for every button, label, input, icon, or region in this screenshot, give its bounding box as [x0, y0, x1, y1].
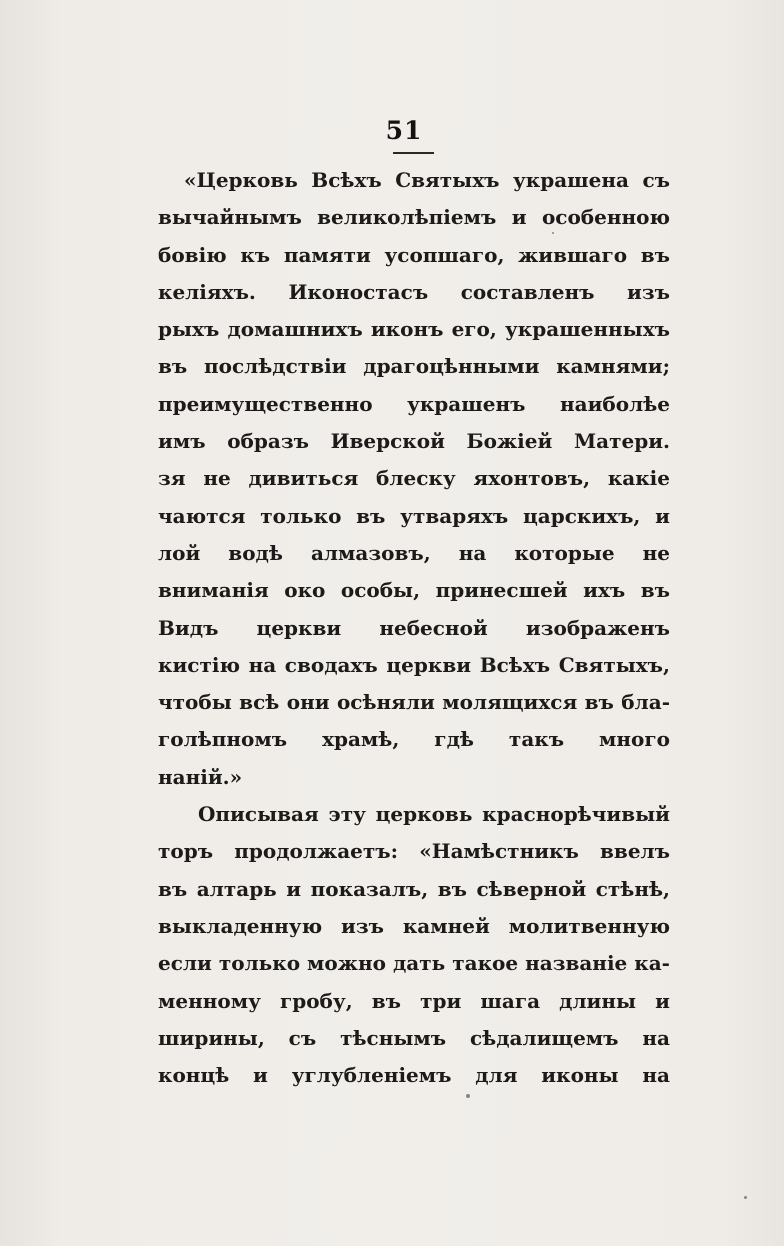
text-line: рыхъ домашнихъ иконъ его, украшенныхъ	[158, 317, 670, 342]
page-number-underline	[393, 152, 434, 154]
text-line: преимущественно украшенъ наиболѣе	[158, 391, 670, 416]
text-line: лой водѣ алмазовъ, на которые не	[158, 540, 670, 565]
paper-speck	[552, 232, 554, 234]
text-line: имъ образъ Иверской Божiей Матери.	[158, 429, 670, 454]
paper-speck	[466, 1094, 470, 1098]
text-line: торъ продолжаетъ: «Намѣстникъ ввелъ	[158, 839, 670, 864]
text-line: если только можно дать такое названiе ка-	[158, 951, 670, 976]
text-line: ширины, съ тѣснымъ сѣдалищемъ на	[158, 1025, 670, 1050]
text-line: бовiю къ памяти усопшаго, жившаго въ	[158, 242, 670, 267]
text-line: Описывая эту церковь краснорѣчивый	[198, 802, 670, 827]
text-line: «Церковь Всѣхъ Святыхъ украшена съ	[184, 168, 670, 192]
text-line: Видъ церкви небесной изображенъ	[158, 615, 670, 640]
text-line: голѣпномъ храмѣ, гдѣ такъ много	[158, 727, 670, 752]
page-number: 51	[385, 116, 423, 145]
text-line: келiяхъ. Иконостасъ составленъ изъ	[158, 279, 670, 304]
text-line: чтобы всѣ они осѣняли молящихся въ бла-	[158, 690, 670, 715]
text-line-last: нанiй.»	[158, 764, 243, 789]
text-line: выкладенную изъ камней молитвенную	[158, 913, 670, 938]
text-line: концѣ и углубленiемъ для иконы на	[158, 1063, 670, 1088]
paper-speck	[744, 1196, 747, 1199]
text-line: въ алтарь и показалъ, въ сѣверной стѣнѣ,	[158, 876, 670, 901]
text-line: менному гробу, въ три шага длины и	[158, 988, 670, 1013]
text-line: въ послѣдствiи драгоцѣнными камнями;	[158, 354, 670, 379]
text-line: вычайнымъ великолѣпiемъ и особенною	[158, 205, 670, 230]
text-line: кистiю на сводахъ церкви Всѣхъ Святыхъ,	[158, 652, 670, 677]
text-line: чаются только въ утваряхъ царскихъ, и	[158, 503, 670, 528]
body-text	[158, 162, 670, 1094]
text-line: зя не дивиться блеску яхонтовъ, какiе	[158, 466, 670, 491]
text-line: вниманiя око особы, принесшей ихъ въ	[158, 578, 670, 603]
